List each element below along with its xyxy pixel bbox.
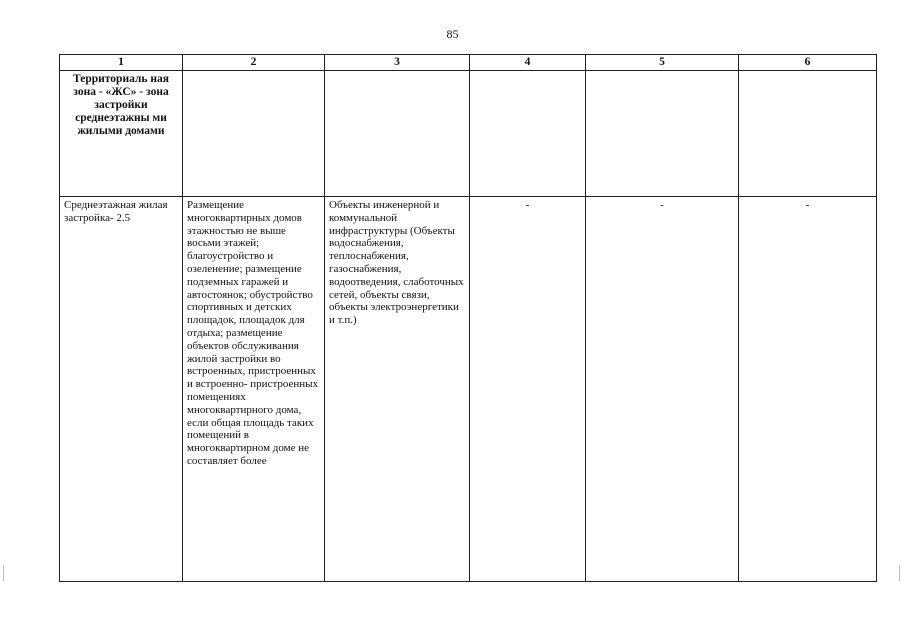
empty-cell	[739, 71, 877, 197]
page-number: 85	[446, 27, 459, 41]
land-use-table	[59, 54, 877, 582]
column-header: 4	[470, 55, 586, 71]
zone-row	[60, 71, 877, 197]
column-header: 3	[325, 55, 470, 71]
empty-cell	[183, 71, 325, 197]
column-header: 5	[586, 55, 739, 71]
table-cell: -	[586, 197, 739, 582]
main-use-description-cell: Размещение многоквартирных домов этажностью не выше восьми этажей; благоустройство и озеленение; размещение подземных гаражей и автостоянок; обустройство спортивных и детских площадок, площадок для отдыха; размещение объектов обслуживания жилой застройки во встроенных, пристроенных и встроенно- пристроенных помещениях многоквартирного дома, если общая площадь таких помещений в многоквартирном доме не составляет более	[183, 197, 325, 582]
land-use-type-cell: Среднеэтажная жилая застройка- 2.5	[60, 197, 183, 582]
table-cell: -	[739, 197, 877, 582]
scan-margin-mark	[3, 565, 4, 581]
auxiliary-use-cell: Объекты инженерной и коммунальной инфраструктуры (Объекты водоснабжения, теплоснабжения, газоснабжения, водоотведения, слаботочных сетей, объекты связи, объекты электроэнергетики и т.п.)	[325, 197, 470, 582]
scan-margin-mark	[899, 565, 900, 581]
column-header: 2	[183, 55, 325, 71]
zone-title: Территориаль ная зона - «ЖС» - зона застройки среднеэтажны ми жилыми домами	[60, 71, 183, 197]
empty-cell	[325, 71, 470, 197]
column-header: 1	[60, 55, 183, 71]
empty-cell	[586, 71, 739, 197]
column-number-row	[60, 55, 877, 71]
column-header: 6	[739, 55, 877, 71]
table-cell: -	[470, 197, 586, 582]
table-row	[60, 197, 877, 582]
empty-cell	[470, 71, 586, 197]
